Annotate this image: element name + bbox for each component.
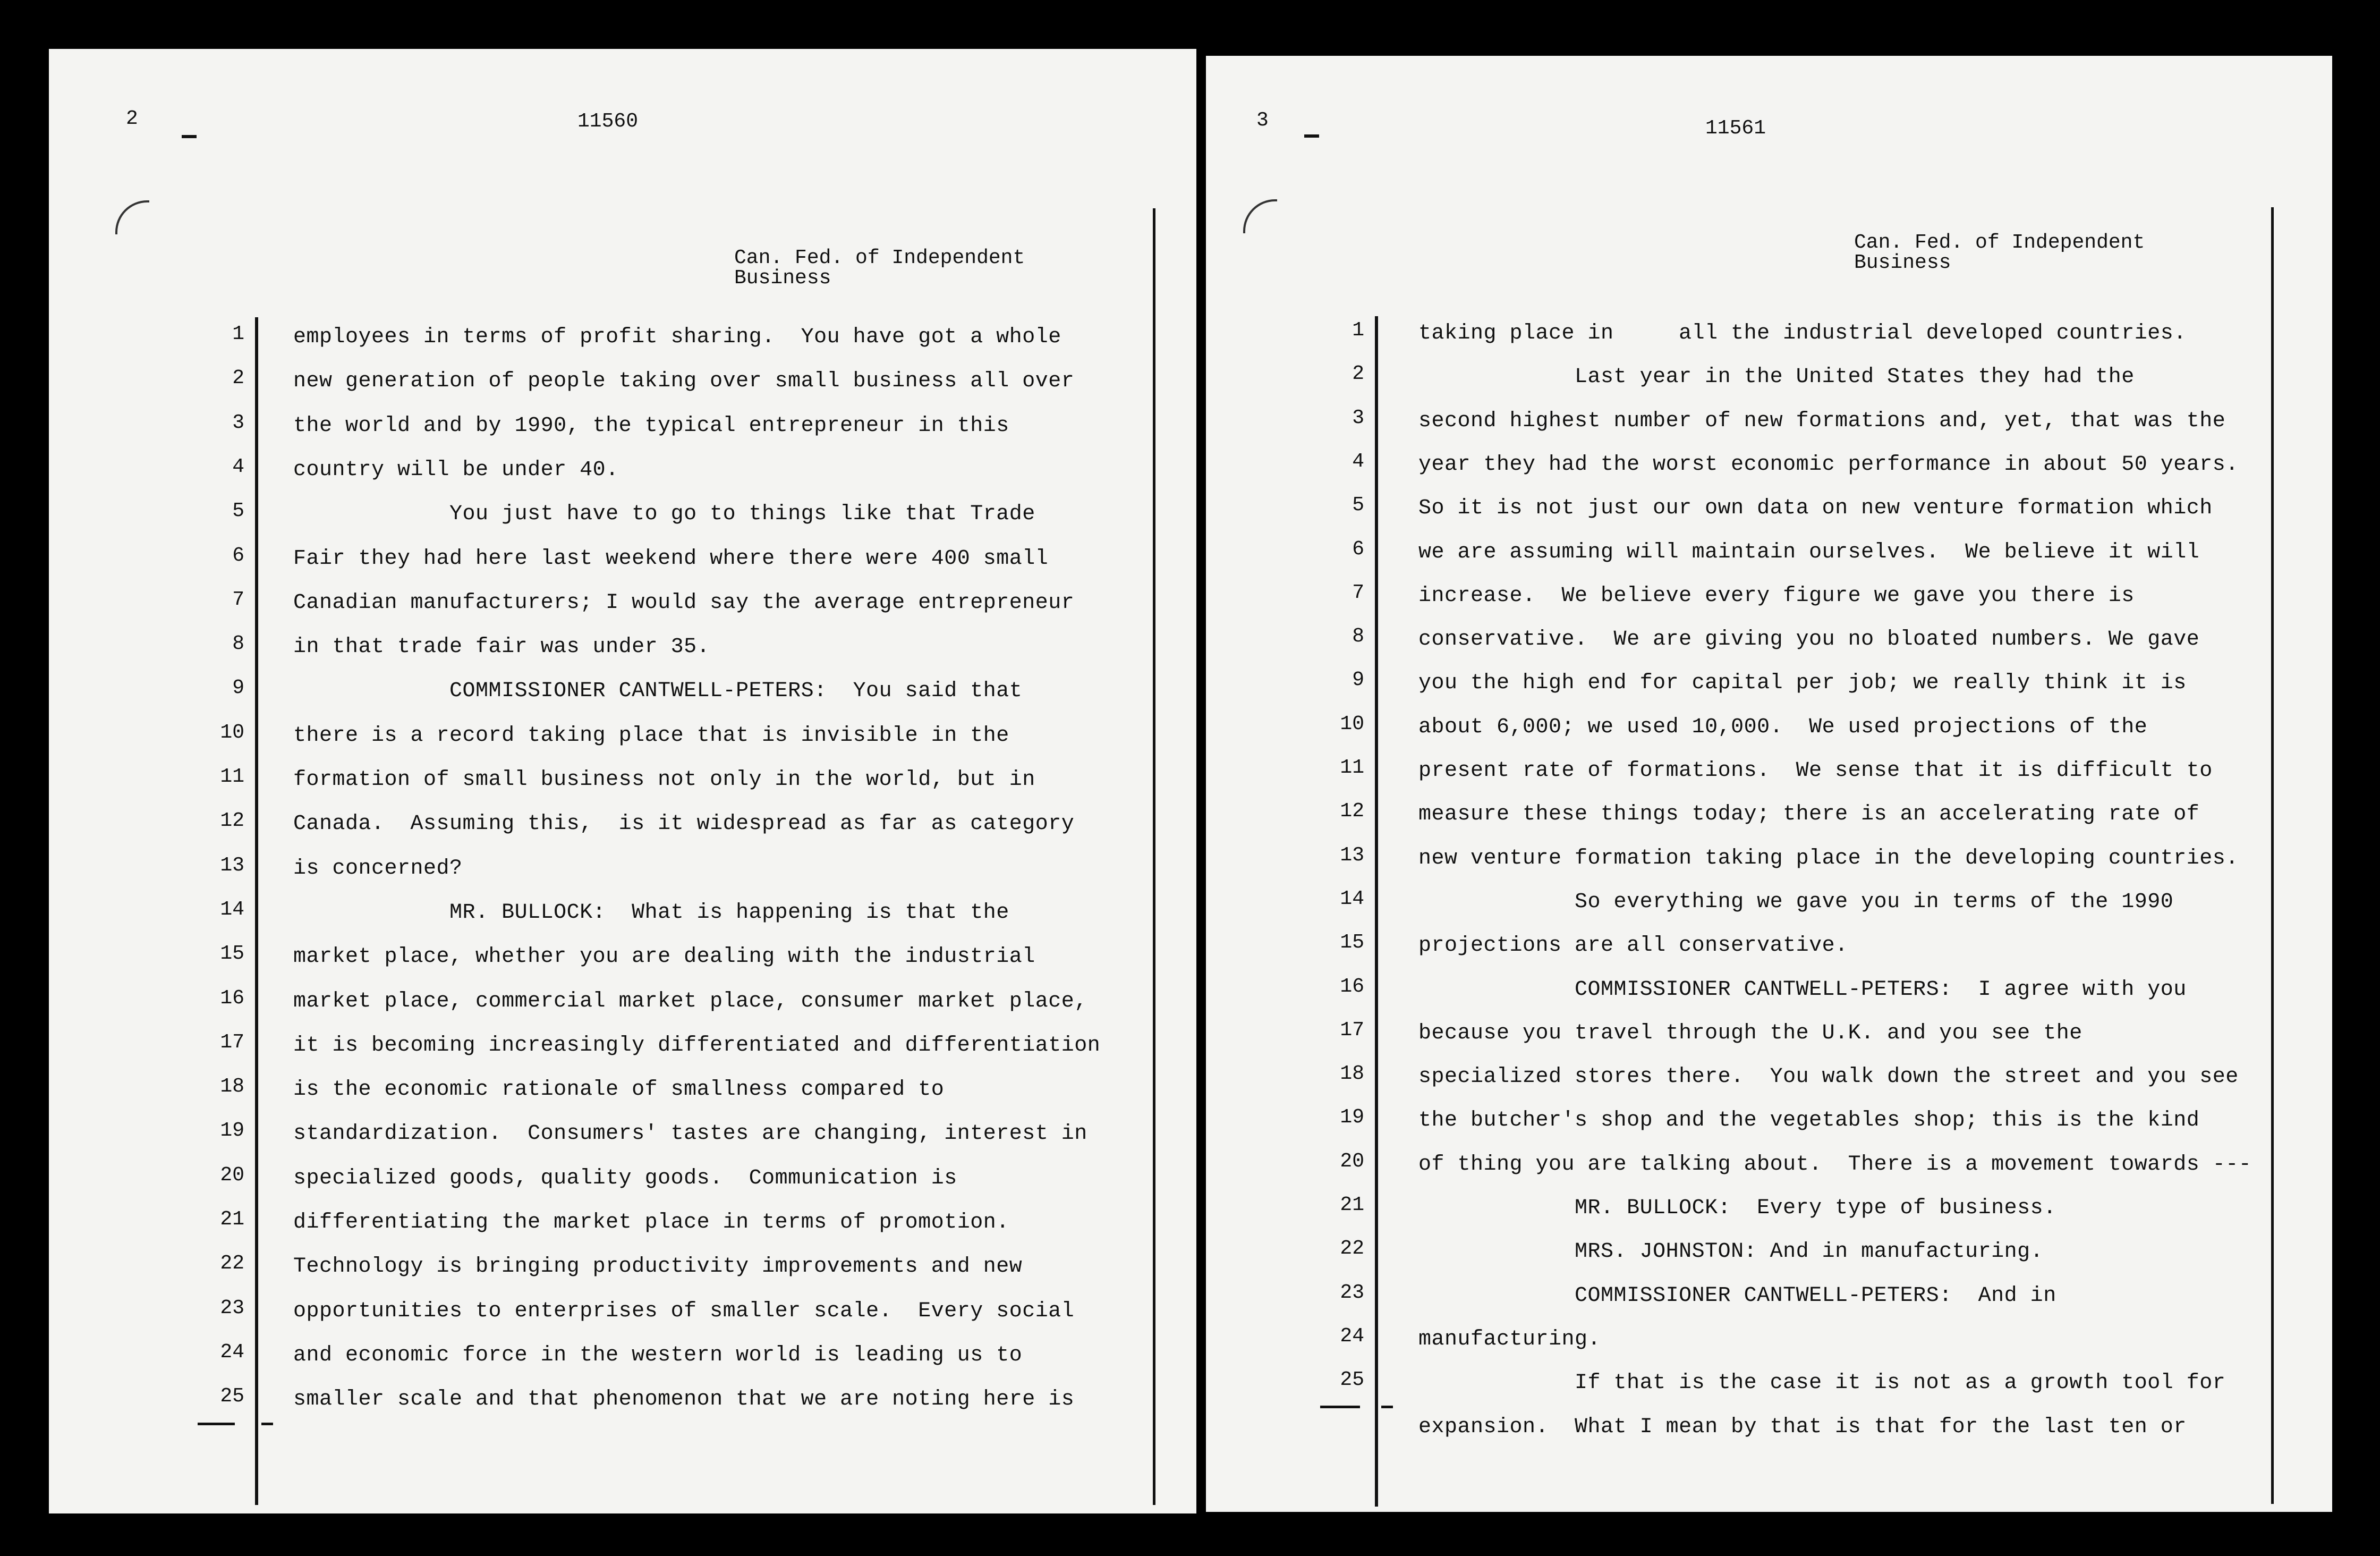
page-header bbox=[734, 248, 1025, 289]
line-number: 11 bbox=[220, 765, 244, 788]
transcript-line: expansion. What I mean by that is that for the last ten or bbox=[1418, 1415, 2187, 1439]
transcript-line: new generation of people taking over small business all over bbox=[293, 369, 1075, 394]
transcript-line: specialized goods, quality goods. Communication is bbox=[293, 1166, 957, 1190]
line-number: 7 bbox=[1352, 581, 1364, 604]
transcript-line: manufacturing. bbox=[1418, 1327, 1601, 1351]
transcript-line: formation of small business not only in the world, but in bbox=[293, 768, 1035, 792]
margin-rule-right bbox=[2271, 207, 2274, 1504]
line-number: 14 bbox=[1340, 887, 1364, 910]
transcript-line: opportunities to enterprises of smaller scale. Every social bbox=[293, 1299, 1075, 1323]
line-number: 6 bbox=[232, 544, 244, 567]
transcript-line: second highest number of new formations and, yet, that was the bbox=[1418, 409, 2226, 433]
transcript-line: Canada. Assuming this, is it widespread as far as category bbox=[293, 812, 1075, 836]
line-number: 18 bbox=[1340, 1062, 1364, 1086]
transcript-line: COMMISSIONER CANTWELL-PETERS: I agree with you bbox=[1418, 977, 2187, 1002]
transcript-line: projections are all conservative. bbox=[1418, 934, 1848, 958]
line-number: 13 bbox=[220, 853, 244, 877]
line-number: 25 bbox=[220, 1385, 244, 1408]
transcript-line: Technology is bringing productivity improvements and new bbox=[293, 1255, 1023, 1279]
transcript-line: country will be under 40. bbox=[293, 458, 619, 482]
transcript-line: You just have to go to things like that Trade bbox=[293, 502, 1035, 527]
header-line-1: Can. Fed. of Independent bbox=[1854, 231, 2145, 254]
line-number: 21 bbox=[1340, 1194, 1364, 1216]
line-number: 2 bbox=[1352, 362, 1364, 386]
transcript-line: Canadian manufacturers; I would say the average entrepreneur bbox=[293, 590, 1075, 615]
transcript-line: increase. We believe every figure we gave you there is bbox=[1418, 584, 2135, 608]
margin-rule-right bbox=[1153, 208, 1155, 1505]
transcript-line: If that is the case it is not as a growth tool for bbox=[1418, 1371, 2226, 1396]
page-end-mark bbox=[198, 1423, 235, 1425]
line-number: 25 bbox=[1340, 1368, 1364, 1392]
line-number: 3 bbox=[232, 411, 244, 434]
transcript-line: So it is not just our own data on new venture formation which bbox=[1418, 496, 2213, 521]
line-number: 10 bbox=[1340, 712, 1364, 735]
transcript-page-left bbox=[49, 49, 1196, 1513]
line-number: 15 bbox=[1340, 931, 1364, 954]
line-number: 12 bbox=[1340, 800, 1364, 823]
line-number: 19 bbox=[1340, 1106, 1364, 1129]
transcript-line: we are assuming will maintain ourselves. We believe it will bbox=[1418, 540, 2200, 564]
transcript-page-right bbox=[1206, 56, 2332, 1512]
transcript-line: present rate of formations. We sense that it is difficult to bbox=[1418, 759, 2213, 783]
page-end-mark-right bbox=[261, 1423, 273, 1425]
line-number: 9 bbox=[232, 676, 244, 700]
transcript-line: MR. BULLOCK: What is happening is that the bbox=[293, 900, 1009, 925]
line-number: 20 bbox=[220, 1163, 244, 1187]
line-number: 19 bbox=[220, 1119, 244, 1143]
line-number: 18 bbox=[220, 1075, 244, 1098]
transcript-line: year they had the worst economic performance in about 50 years. bbox=[1418, 452, 2239, 477]
transcript-line: you the high end for capital per job; we really think it is bbox=[1418, 671, 2187, 696]
transcript-line: the world and by 1990, the typical entrepreneur in this bbox=[293, 413, 1009, 438]
header-line-2: Business bbox=[734, 267, 831, 290]
line-number: 1 bbox=[1352, 319, 1364, 342]
transcript-line: MR. BULLOCK: Every type of business. bbox=[1418, 1196, 2056, 1220]
line-number: 6 bbox=[1352, 537, 1364, 561]
line-number: 11 bbox=[1340, 756, 1364, 779]
line-number: 17 bbox=[1340, 1018, 1364, 1042]
page-end-mark-right bbox=[1381, 1406, 1393, 1408]
transcript-line: measure these things today; there is an accelerating rate of bbox=[1418, 802, 2200, 827]
line-number: 3 bbox=[1352, 406, 1364, 429]
line-number: 21 bbox=[220, 1208, 244, 1231]
line-number: 17 bbox=[220, 1030, 244, 1054]
line-number: 4 bbox=[1352, 450, 1364, 473]
line-number: 12 bbox=[220, 809, 244, 833]
transcript-line: differentiating the market place in terms of promotion. bbox=[293, 1211, 1009, 1234]
line-number: 4 bbox=[232, 455, 244, 478]
line-number: 14 bbox=[220, 898, 244, 921]
line-number: 2 bbox=[232, 367, 244, 390]
line-number: 24 bbox=[220, 1340, 244, 1364]
transcript-line: So everything we gave you in terms of the 1990 bbox=[1418, 890, 2174, 914]
line-number: 10 bbox=[220, 721, 244, 744]
transcript-line: market place, whether you are dealing with the industrial bbox=[293, 945, 1035, 969]
transcript-line: of thing you are talking about. There is a movement towards --- bbox=[1418, 1152, 2252, 1177]
line-number: 23 bbox=[1340, 1281, 1364, 1304]
header-line-1: Can. Fed. of Independent bbox=[734, 247, 1025, 269]
page-corner-number: 3 bbox=[1256, 109, 1269, 132]
line-number: 9 bbox=[1352, 669, 1364, 692]
margin-rule-left bbox=[1375, 316, 1378, 1507]
line-number: 20 bbox=[1340, 1149, 1364, 1173]
transcript-line: smaller scale and that phenomenon that we are noting here is bbox=[293, 1388, 1075, 1412]
line-number: 8 bbox=[1352, 625, 1364, 648]
page-corner-number: 2 bbox=[126, 107, 138, 130]
transcript-line: there is a record taking place that is invisible in the bbox=[293, 723, 1009, 748]
line-number: 5 bbox=[1352, 494, 1364, 517]
transcript-page-number: 11561 bbox=[1705, 117, 1766, 140]
transcript-line: specialized stores there. You walk down the street and you see bbox=[1418, 1065, 2239, 1089]
transcript-line: the butcher's shop and the vegetables shop; this is the kind bbox=[1418, 1109, 2200, 1133]
line-number: 22 bbox=[1340, 1237, 1364, 1261]
line-number: 1 bbox=[232, 323, 244, 345]
transcript-line: taking place in all the industrial developed countries. bbox=[1418, 322, 2187, 345]
line-number: 15 bbox=[220, 942, 244, 966]
transcript-line: MRS. JOHNSTON: And in manufacturing. bbox=[1418, 1240, 2044, 1264]
page-end-mark bbox=[1320, 1406, 1360, 1408]
line-number: 8 bbox=[232, 632, 244, 656]
transcript-line: market place, commercial market place, consumer market place, bbox=[293, 989, 1087, 1013]
line-number: 24 bbox=[1340, 1324, 1364, 1348]
line-number: 7 bbox=[232, 588, 244, 611]
margin-rule-left bbox=[255, 317, 258, 1505]
corner-dash bbox=[1304, 134, 1319, 138]
transcript-line: in that trade fair was under 35. bbox=[293, 635, 710, 659]
transcript-page-number: 11560 bbox=[577, 110, 639, 133]
transcript-line: is concerned? bbox=[293, 856, 463, 881]
transcript-line: employees in terms of profit sharing. You have got a whole bbox=[293, 325, 1061, 349]
transcript-line: standardization. Consumers' tastes are changing, interest in bbox=[293, 1122, 1087, 1146]
transcript-line: and economic force in the western world is leading us to bbox=[293, 1343, 1023, 1367]
punch-hole-mark bbox=[115, 200, 149, 234]
line-number: 13 bbox=[1340, 843, 1364, 867]
transcript-line: COMMISSIONER CANTWELL-PETERS: And in bbox=[1418, 1283, 2056, 1308]
line-number: 16 bbox=[220, 986, 244, 1010]
corner-dash bbox=[182, 135, 197, 138]
transcript-line: about 6,000; we used 10,000. We used projections of the bbox=[1418, 715, 2148, 739]
transcript-line: new venture formation taking place in the developing countries. bbox=[1418, 846, 2239, 870]
transcript-line: is the economic rationale of smallness compared to bbox=[293, 1078, 945, 1102]
transcript-line: COMMISSIONER CANTWELL-PETERS: You said that bbox=[293, 679, 1023, 704]
line-number: 5 bbox=[232, 500, 244, 523]
line-number: 23 bbox=[220, 1296, 244, 1320]
line-number: 22 bbox=[220, 1252, 244, 1275]
transcript-line: Fair they had here last weekend where there were 400 small bbox=[293, 546, 1049, 571]
header-line-2: Business bbox=[1854, 251, 1951, 274]
punch-hole-mark bbox=[1243, 199, 1277, 233]
line-number: 16 bbox=[1340, 975, 1364, 998]
transcript-line: Last year in the United States they had the bbox=[1418, 365, 2135, 390]
transcript-line: it is becoming increasingly differentiated and differentiation bbox=[293, 1033, 1101, 1058]
page-header bbox=[1854, 233, 2145, 273]
transcript-line: conservative. We are giving you no bloated numbers. We gave bbox=[1418, 628, 2200, 652]
transcript-line: because you travel through the U.K. and you see the bbox=[1418, 1021, 2082, 1045]
